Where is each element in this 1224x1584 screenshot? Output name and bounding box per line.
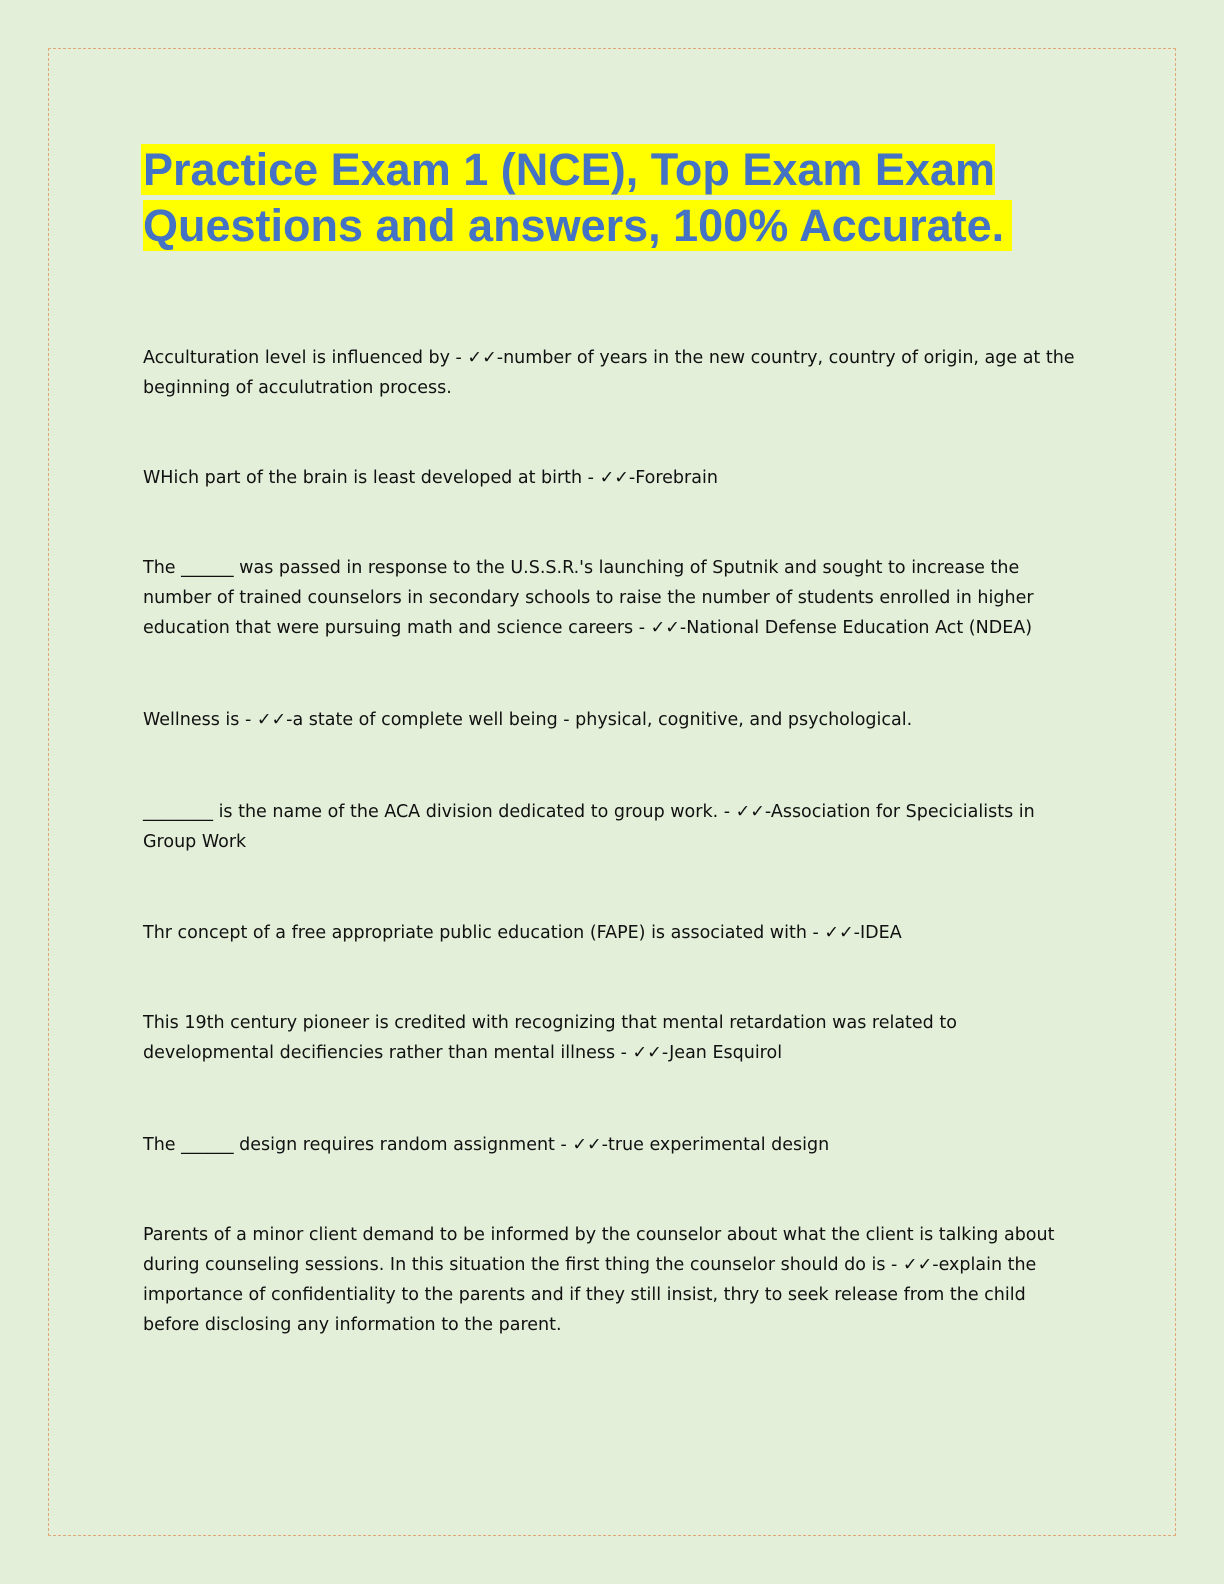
qa-item-5: ________ is the name of the ACA division dedicated to group work. - ✓✓-Association for Specicialists in Group Work: [143, 802, 1035, 852]
document-title-text: Practice Exam 1 (NCE), Top Exam Exam Questions and answers, 100% Accurate.: [143, 144, 1005, 251]
qa-item-7: This 19th century pioneer is credited with recognizing that mental retardation was related to developmental decifiencies rather than mental illness - ✓✓-Jean Esquirol: [143, 1013, 957, 1063]
document-title: [143, 142, 1083, 254]
qa-item-6: Thr concept of a free appropriate public education (FAPE) is associated with - ✓✓-IDEA: [143, 923, 902, 943]
qa-item-8: The ______ design requires random assignment - ✓✓-true experimental design: [143, 1135, 830, 1155]
qa-item-3: The ______ was passed in response to the U.S.S.R.'s launching of Sputnik and sought to increase the number of trained counselors in secondary schools to raise the number of students enrolled in higher education that were pursuing math and science careers - ✓✓-National Defense Education Act (NDEA): [143, 558, 1034, 638]
qa-item-2: WHich part of the brain is least developed at birth - ✓✓-Forebrain: [143, 468, 718, 488]
qa-item-4: Wellness is - ✓✓-a state of complete well being - physical, cognitive, and psychological.: [143, 710, 913, 730]
title-block: [143, 142, 1083, 254]
qa-item-1: Acculturation level is influenced by - ✓✓-number of years in the new country, country of origin, age at the beginning of acculutration process.: [143, 348, 1075, 398]
qa-item-9: Parents of a minor client demand to be informed by the counselor about what the client is talking about during counseling sessions. In this situation the first thing the counselor should do is - ✓✓-explain the importance of confidentiality to the parents and if they still insist, thry to seek release from the child before disclosing any information to the parent.: [143, 1225, 1055, 1335]
